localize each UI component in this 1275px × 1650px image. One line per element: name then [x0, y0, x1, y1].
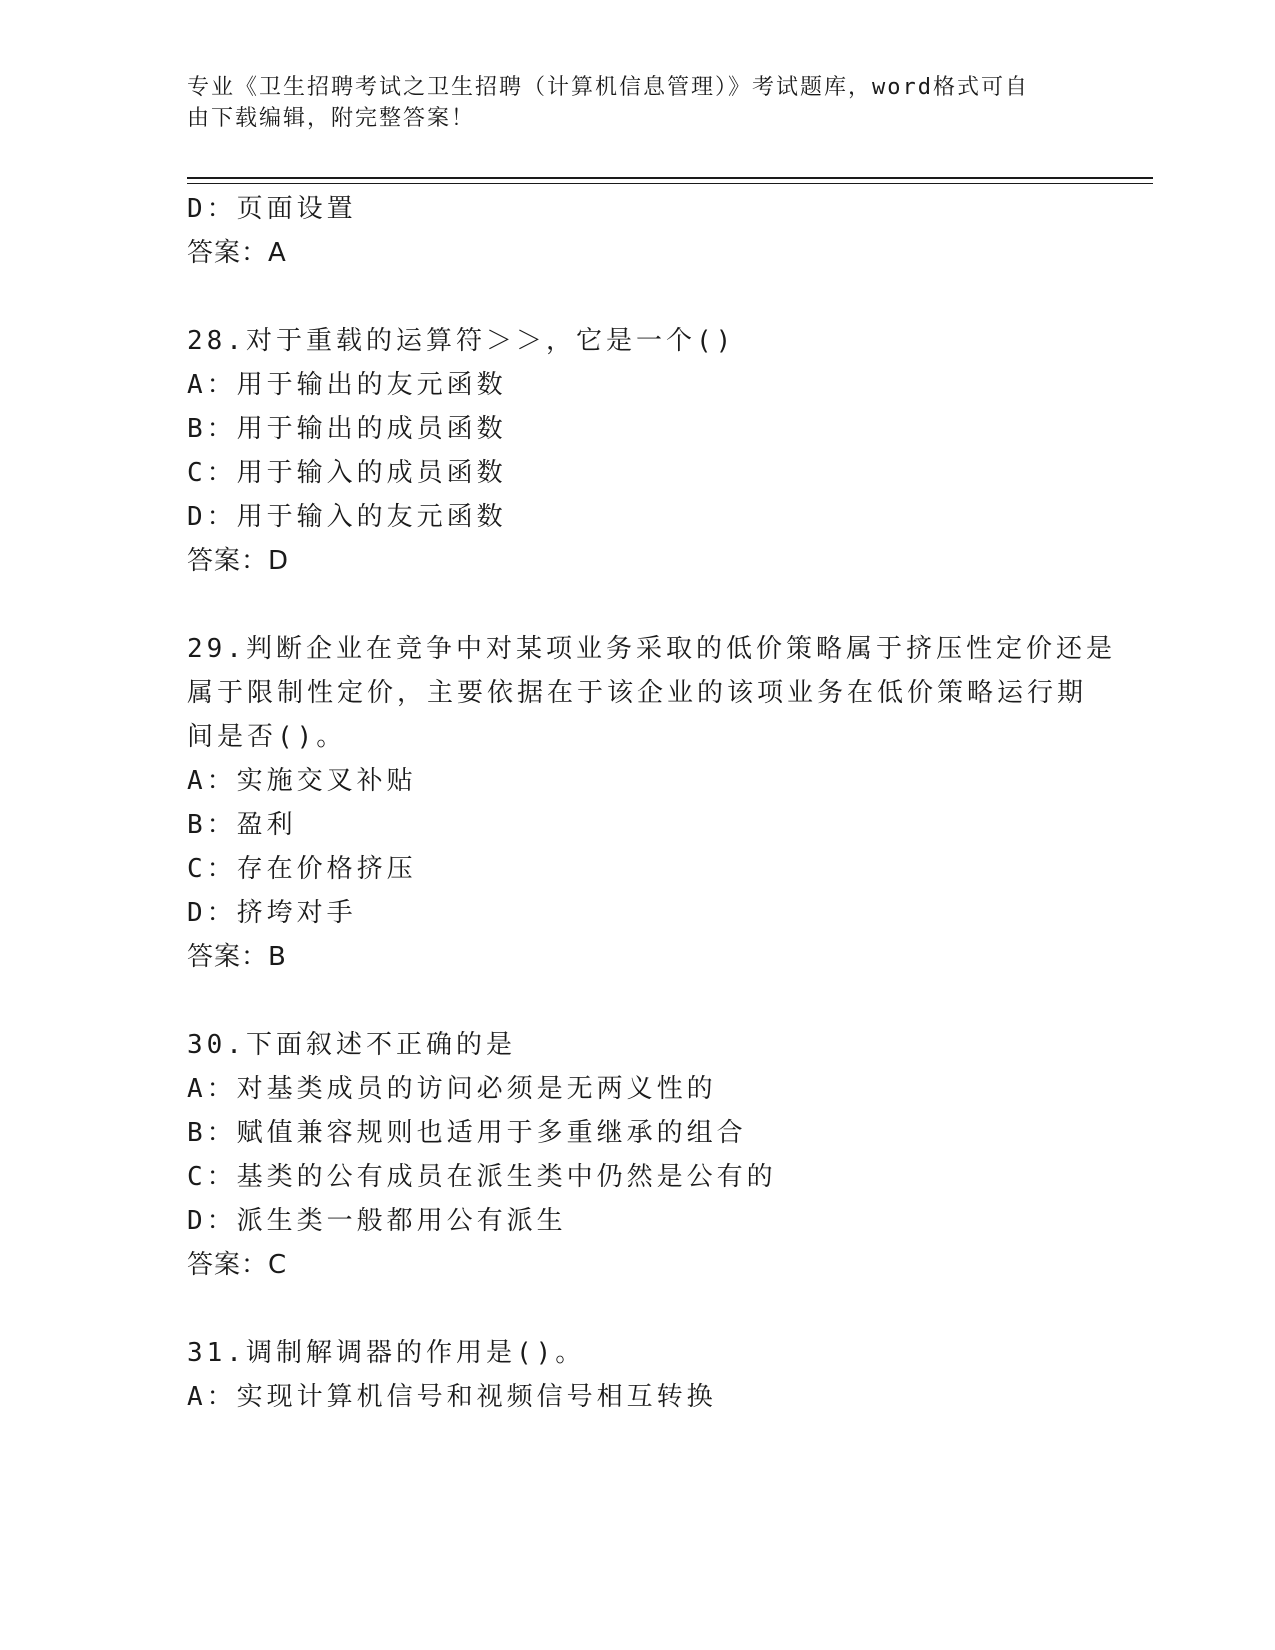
prev-answer: 答案：A — [187, 238, 287, 268]
header-line-1: 专业《卫生招聘考试之卫生招聘（计算机信息管理）》考试题库，word格式可自 — [187, 75, 1029, 100]
q30-question: 30.下面叙述不正确的是 — [187, 1030, 516, 1060]
prev-option-d: D：页面设置 — [187, 194, 357, 224]
q29-question-line-1: 29.判断企业在竞争中对某项业务采取的低价策略属于挤压性定价还是 — [187, 634, 1116, 664]
header-divider-thin — [187, 183, 1153, 184]
header-line-2: 由下载编辑，附完整答案！ — [187, 106, 476, 131]
q29-option-d: D：挤垮对手 — [187, 898, 357, 928]
q30-option-a: A：对基类成员的访问必须是无两义性的 — [187, 1074, 717, 1104]
q28-option-d: D：用于输入的友元函数 — [187, 502, 507, 532]
q30-option-d: D：派生类一般都用公有派生 — [187, 1206, 567, 1236]
header-divider-thick — [187, 177, 1153, 179]
q28-answer: 答案：D — [187, 546, 290, 576]
q29-answer: 答案：B — [187, 942, 287, 972]
q29-option-c: C：存在价格挤压 — [187, 854, 417, 884]
q28-question: 28.对于重载的运算符＞＞，它是一个() — [187, 326, 736, 356]
q30-option-b: B：赋值兼容规则也适用于多重继承的组合 — [187, 1118, 747, 1148]
q30-option-c: C：基类的公有成员在派生类中仍然是公有的 — [187, 1162, 777, 1192]
document-header — [187, 72, 1067, 134]
q28-option-a: A：用于输出的友元函数 — [187, 370, 507, 400]
q29-option-b: B：盈利 — [187, 810, 297, 840]
q29-question-line-3: 间是否()。 — [187, 722, 347, 752]
q29-question-line-2: 属于限制性定价，主要依据在于该企业的该项业务在低价策略运行期 — [187, 678, 1088, 708]
q30-answer: 答案：C — [187, 1250, 288, 1280]
q28-option-c: C：用于输入的成员函数 — [187, 458, 507, 488]
q29-option-a: A：实施交叉补贴 — [187, 766, 417, 796]
q31-option-a: A：实现计算机信号和视频信号相互转换 — [187, 1382, 717, 1412]
q28-option-b: B：用于输出的成员函数 — [187, 414, 507, 444]
q31-question: 31.调制解调器的作用是()。 — [187, 1338, 586, 1368]
